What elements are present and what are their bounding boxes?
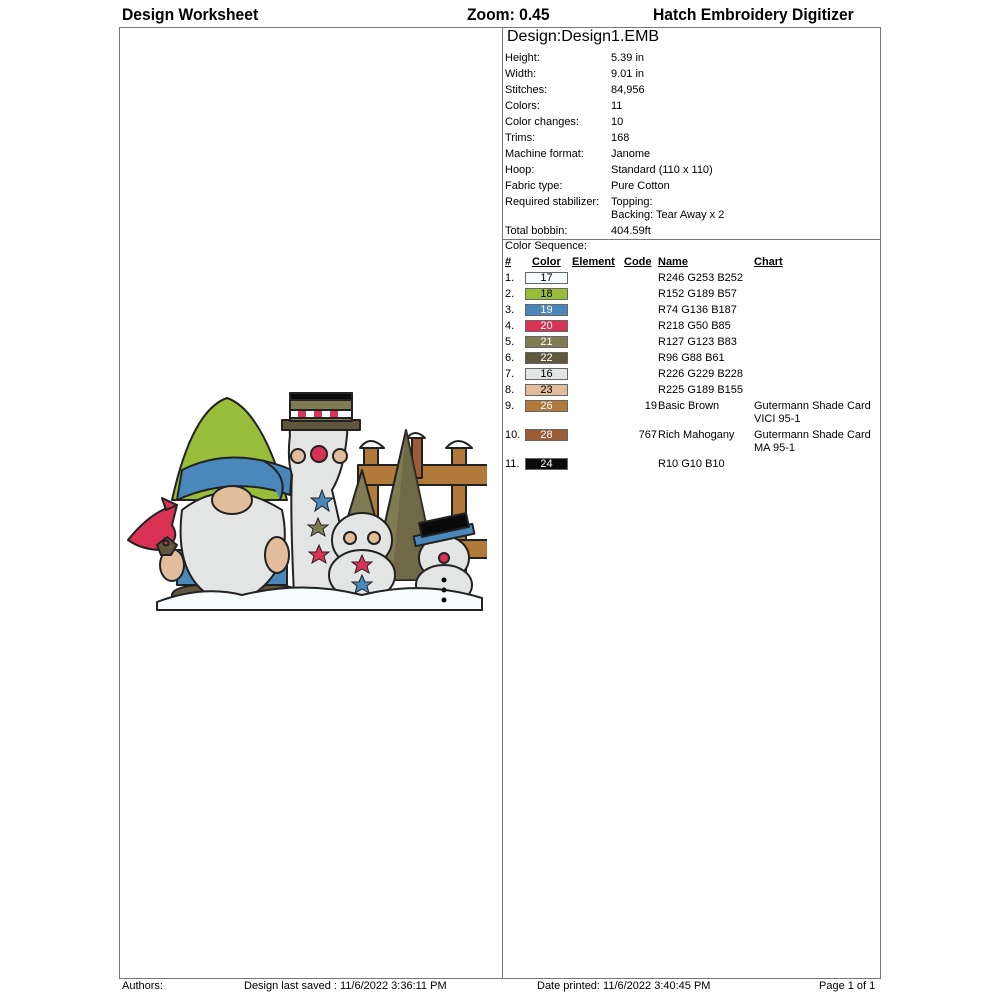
design-filename: Design:Design1.EMB bbox=[507, 28, 660, 45]
info-height: Height: 5.39 in bbox=[505, 52, 645, 64]
row-number: 7. bbox=[505, 368, 515, 380]
row-number: 9. bbox=[505, 400, 515, 412]
thread-name: R225 G189 B155 bbox=[658, 384, 744, 396]
info-machine-format: Machine format: Janome bbox=[505, 148, 651, 160]
color-swatch: 20 bbox=[525, 320, 568, 332]
row-number: 6. bbox=[505, 352, 515, 364]
panel-divider bbox=[502, 27, 503, 979]
col-code: Code bbox=[624, 256, 652, 268]
row-number: 11. bbox=[505, 458, 520, 470]
color-sequence-row bbox=[505, 270, 881, 286]
info-width: Width: 9.01 in bbox=[505, 68, 645, 80]
color-swatch: 26 bbox=[525, 400, 568, 412]
color-swatch: 23 bbox=[525, 384, 568, 396]
row-number: 8. bbox=[505, 384, 515, 396]
color-swatch: 19 bbox=[525, 304, 568, 316]
color-sequence-row bbox=[505, 398, 881, 427]
info-fabric-type: Fabric type: Pure Cotton bbox=[505, 180, 670, 192]
row-number: 10. bbox=[505, 429, 521, 441]
color-swatch: 18 bbox=[525, 288, 568, 300]
info-stitches: Stitches: 84,956 bbox=[505, 84, 645, 96]
footer-date-printed: Date printed: 11/6/2022 3:40:45 PM bbox=[537, 980, 711, 992]
col-chart: Chart bbox=[754, 256, 783, 268]
color-sequence-row bbox=[505, 366, 881, 382]
design-info bbox=[505, 50, 724, 239]
col-num: # bbox=[505, 256, 512, 268]
color-swatch: 28 bbox=[525, 429, 568, 441]
color-swatch: 21 bbox=[525, 336, 568, 348]
thread-name: R152 G189 B57 bbox=[658, 288, 737, 300]
thread-name: R246 G253 B252 bbox=[658, 272, 744, 284]
col-name: Name bbox=[658, 256, 688, 268]
color-swatch: 24 bbox=[525, 458, 568, 470]
color-sequence-row bbox=[505, 427, 881, 456]
design-preview bbox=[122, 390, 487, 615]
row-number: 1. bbox=[505, 272, 515, 284]
col-element: Element bbox=[572, 256, 615, 268]
thread-name: R74 G136 B187 bbox=[658, 304, 737, 316]
info-colors: Colors: 11 bbox=[505, 100, 623, 112]
info-hoop: Hoop: Standard (110 x 110) bbox=[505, 164, 713, 176]
thread-name: Rich Mahogany bbox=[658, 429, 735, 441]
footer-authors: Authors: bbox=[122, 980, 163, 992]
thread-name: R127 G123 B83 bbox=[658, 336, 737, 348]
thread-chart: Gutermann Shade Card VICI 95-1 bbox=[754, 400, 871, 425]
embroidery-design-image bbox=[122, 390, 487, 615]
thread-name: Basic Brown bbox=[658, 400, 720, 412]
worksheet-title: Design Worksheet bbox=[122, 5, 259, 24]
thread-name: R226 G229 B228 bbox=[658, 368, 744, 380]
color-swatch: 17 bbox=[525, 272, 568, 284]
thread-chart: Gutermann Shade Card MA 95-1 bbox=[754, 429, 871, 454]
app-name: Hatch Embroidery Digitizer bbox=[653, 5, 854, 24]
color-swatch: 22 bbox=[525, 352, 568, 364]
color-sequence-row bbox=[505, 456, 881, 472]
color-sequence-row bbox=[505, 350, 881, 366]
color-sequence-table bbox=[505, 270, 881, 472]
footer-last-saved: Design last saved : 11/6/2022 3:36:11 PM bbox=[244, 980, 447, 992]
color-sequence-row bbox=[505, 286, 881, 302]
color-sequence-row bbox=[505, 318, 881, 334]
thread-code: 767 bbox=[638, 429, 657, 441]
thread-name: R10 G10 B10 bbox=[658, 458, 725, 470]
thread-code: 19 bbox=[644, 400, 657, 412]
row-number: 5. bbox=[505, 336, 515, 348]
color-sequence-row bbox=[505, 334, 881, 350]
color-sequence-row bbox=[505, 302, 881, 318]
col-color: Color bbox=[532, 256, 561, 268]
footer-page-number: Page 1 of 1 bbox=[819, 980, 876, 992]
thread-name: R218 G50 B85 bbox=[658, 320, 731, 332]
row-number: 2. bbox=[505, 288, 515, 300]
info-stabilizer: Required stabilizer: Topping: Backing: Tear Away x 2 bbox=[505, 196, 725, 221]
info-trims: Trims: 168 bbox=[505, 132, 630, 144]
zoom-level: Zoom: 0.45 bbox=[467, 5, 550, 24]
color-swatch: 16 bbox=[525, 368, 568, 380]
color-sequence-title: Color Sequence: bbox=[505, 240, 587, 252]
color-sequence-row bbox=[505, 382, 881, 398]
info-color-changes: Color changes: 10 bbox=[505, 116, 624, 128]
info-total-bobbin: Total bobbin: 404.59ft bbox=[505, 225, 651, 237]
thread-name: R96 G88 B61 bbox=[658, 352, 725, 364]
row-number: 4. bbox=[505, 320, 515, 332]
row-number: 3. bbox=[505, 304, 515, 316]
